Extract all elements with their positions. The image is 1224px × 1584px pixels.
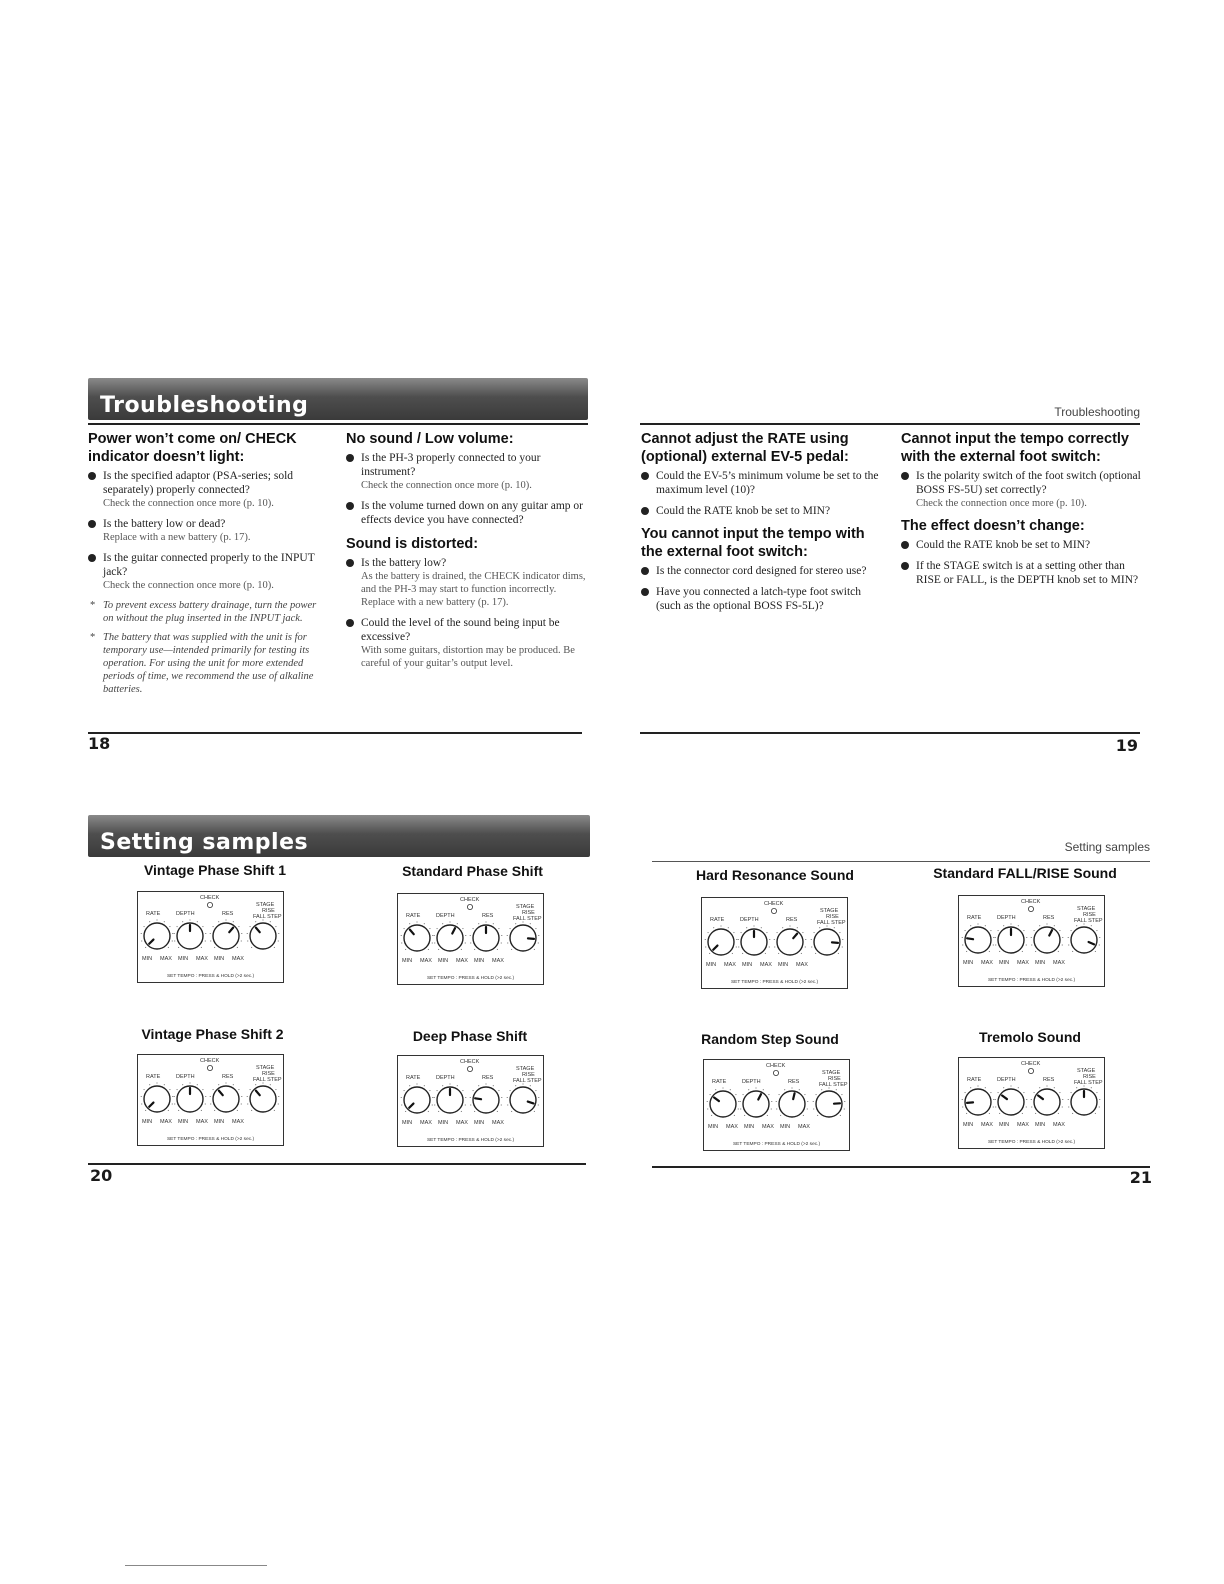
res-label: RES xyxy=(482,913,494,919)
max-label: MAX xyxy=(1053,1122,1065,1128)
setting-samples-running-head: Setting samples xyxy=(1064,840,1150,854)
sample-title: Vintage Phase Shift 2 xyxy=(141,1026,284,1042)
page-number-19: 19 xyxy=(1115,736,1138,755)
question: If the STAGE switch is at a setting other than RISE or FALL, is the DEPTH knob set to MIN? xyxy=(916,560,1139,586)
heading-rate-pedal: Cannot adjust the RATE using (optional) external EV-5 pedal: xyxy=(641,431,849,465)
max-label: MAX xyxy=(492,958,504,964)
heading-tempo-correct: Cannot input the tempo correctly with the external foot switch: xyxy=(901,431,1129,465)
stage-label: STAGE xyxy=(820,908,839,914)
depth-label: DEPTH xyxy=(997,1077,1016,1083)
max-label: MAX xyxy=(726,1124,738,1130)
fall-step-label: FALL STEP xyxy=(253,1077,282,1083)
question: Have you connected a latch-type foot switch (such as the optional BOSS FS-5L)? xyxy=(656,586,862,612)
depth-label: DEPTH xyxy=(436,913,455,919)
list-item xyxy=(346,616,586,670)
col-no-sound xyxy=(346,430,586,677)
list-item xyxy=(346,556,586,609)
pedal-panel-diagram xyxy=(701,897,848,989)
list-item xyxy=(88,469,326,510)
bullet-icon xyxy=(641,567,649,575)
question: Is the battery low? xyxy=(361,557,447,569)
answer: Check the connection once more (p. 10). xyxy=(361,480,532,491)
question: Is the volume turned down on any guitar amp or effects device you have connected? xyxy=(361,500,583,526)
question: Could the level of the sound being input be excessive? xyxy=(361,617,560,643)
res-knob xyxy=(1031,1086,1064,1116)
heading-distorted: Sound is distorted: xyxy=(346,536,479,552)
rate-label: RATE xyxy=(967,1077,982,1083)
page-number-18: 18 xyxy=(88,734,111,753)
page-number-20: 20 xyxy=(90,1166,113,1185)
res-knob xyxy=(210,1083,243,1113)
question: Is the guitar connected properly to the INPUT jack? xyxy=(103,552,315,578)
stage-label: STAGE xyxy=(516,904,535,910)
min-label: MIN xyxy=(963,1122,974,1128)
depth-knob xyxy=(434,1084,467,1114)
check-label: CHECK xyxy=(200,1058,220,1064)
pedal-panel-diagram xyxy=(958,1057,1105,1149)
bullet-icon xyxy=(88,554,96,562)
stage-label: STAGE xyxy=(822,1070,841,1076)
rate-knob xyxy=(401,922,434,952)
answer: As the battery is drained, the CHECK indicator dims, and the PH-3 may start to function incorrectly. Replace with a new battery (p. 17). xyxy=(361,571,586,608)
check-led-icon xyxy=(771,908,776,913)
stage-knob xyxy=(247,920,280,950)
check-label: CHECK xyxy=(766,1063,786,1069)
bullet-icon xyxy=(346,502,354,510)
min-label: MIN xyxy=(142,1119,153,1125)
rate-knob xyxy=(141,1083,174,1113)
max-label: MAX xyxy=(762,1124,774,1130)
footer-rule xyxy=(125,1565,267,1566)
check-led-icon xyxy=(467,1066,472,1071)
note-text: To prevent excess battery drainage, turn the power on without the plug inserted in the INPUT jack. xyxy=(103,600,317,624)
list-item xyxy=(901,559,1141,587)
answer: Check the connection once more (p. 10). xyxy=(103,498,274,509)
min-label: MIN xyxy=(999,1122,1010,1128)
bullet-icon xyxy=(641,472,649,480)
rise-label: RISE xyxy=(262,908,275,914)
max-label: MAX xyxy=(232,956,244,962)
rise-label: RISE xyxy=(262,1071,275,1077)
rule-top-left xyxy=(88,423,588,425)
rate-knob xyxy=(707,1088,740,1118)
max-label: MAX xyxy=(232,1119,244,1125)
min-label: MIN xyxy=(402,1120,413,1126)
list-item xyxy=(641,469,883,497)
rate-label: RATE xyxy=(146,1074,161,1080)
fall-step-label: FALL STEP xyxy=(817,920,846,926)
set-tempo-label: SET TEMPO : PRESS & HOLD (>2 sec.) xyxy=(732,1142,821,1147)
col-rate-pedal xyxy=(641,430,883,620)
heading-power: Power won’t come on/ CHECK indicator doesn’t light: xyxy=(88,431,297,465)
res-label: RES xyxy=(1043,1077,1055,1083)
min-label: MIN xyxy=(474,958,485,964)
min-label: MIN xyxy=(1035,1122,1046,1128)
rise-label: RISE xyxy=(828,1076,841,1082)
min-label: MIN xyxy=(474,1120,485,1126)
bullet-icon xyxy=(346,559,354,567)
list-item xyxy=(88,551,326,592)
check-label: CHECK xyxy=(200,895,220,901)
question: Could the RATE knob be set to MIN? xyxy=(916,539,1091,551)
note xyxy=(88,599,326,625)
list-item xyxy=(641,504,883,518)
rise-label: RISE xyxy=(826,914,839,920)
min-label: MIN xyxy=(1035,960,1046,966)
depth-label: DEPTH xyxy=(740,917,759,923)
set-tempo-label: SET TEMPO : PRESS & HOLD (>2 sec.) xyxy=(166,974,255,979)
bullet-icon xyxy=(346,454,354,462)
troubleshooting-banner-title: Troubleshooting xyxy=(100,393,309,418)
rate-label: RATE xyxy=(146,911,161,917)
stage-label: STAGE xyxy=(516,1066,535,1072)
res-label: RES xyxy=(222,1074,234,1080)
troubleshooting-running-head: Troubleshooting xyxy=(1054,405,1140,419)
sample-title: Standard Phase Shift xyxy=(402,863,543,879)
res-label: RES xyxy=(786,917,798,923)
max-label: MAX xyxy=(492,1120,504,1126)
rise-label: RISE xyxy=(1083,1074,1096,1080)
set-tempo-label: SET TEMPO : PRESS & HOLD (>2 sec.) xyxy=(987,1140,1076,1145)
heading-tempo-footswitch: You cannot input the tempo with the external foot switch: xyxy=(641,526,865,560)
max-label: MAX xyxy=(796,962,808,968)
knobs-diagram xyxy=(398,1056,543,1146)
min-label: MIN xyxy=(708,1124,719,1130)
depth-label: DEPTH xyxy=(742,1079,761,1085)
sample-title: Standard FALL/RISE Sound xyxy=(933,865,1117,881)
rule-samples-bottom-right xyxy=(652,1166,1150,1168)
knobs-diagram xyxy=(959,896,1104,986)
list-item xyxy=(641,585,883,613)
max-label: MAX xyxy=(1017,1122,1029,1128)
knobs-diagram xyxy=(138,892,283,982)
list-item xyxy=(641,564,883,578)
rule-top-right xyxy=(640,423,1140,425)
stage-knob xyxy=(1068,924,1101,954)
stage-knob xyxy=(507,922,540,952)
stage-knob xyxy=(1068,1086,1101,1116)
list-item xyxy=(88,517,326,544)
max-label: MAX xyxy=(196,1119,208,1125)
bullet-icon xyxy=(901,541,909,549)
max-label: MAX xyxy=(798,1124,810,1130)
set-tempo-label: SET TEMPO : PRESS & HOLD (>2 sec.) xyxy=(730,980,819,985)
depth-label: DEPTH xyxy=(997,915,1016,921)
stage-knob xyxy=(811,926,844,956)
bullet-icon xyxy=(901,562,909,570)
max-label: MAX xyxy=(981,1122,993,1128)
answer: Check the connection once more (p. 10). xyxy=(916,498,1087,509)
asterisk-icon: * xyxy=(90,600,96,611)
question: Is the polarity switch of the foot switch (optional BOSS FS-5U) set correctly? xyxy=(916,470,1141,496)
depth-label: DEPTH xyxy=(176,911,195,917)
set-tempo-label: SET TEMPO : PRESS & HOLD (>2 sec.) xyxy=(166,1137,255,1142)
check-label: CHECK xyxy=(764,901,784,907)
res-label: RES xyxy=(1043,915,1055,921)
res-knob xyxy=(470,1084,503,1114)
check-led-icon xyxy=(773,1070,778,1075)
min-label: MIN xyxy=(999,960,1010,966)
heading-no-sound: No sound / Low volume: xyxy=(346,431,514,447)
check-led-icon xyxy=(1028,906,1033,911)
check-label: CHECK xyxy=(460,897,480,903)
min-label: MIN xyxy=(402,958,413,964)
check-led-icon xyxy=(467,904,472,909)
stage-knob xyxy=(813,1088,846,1118)
res-label: RES xyxy=(482,1075,494,1081)
bullet-icon xyxy=(88,520,96,528)
depth-knob xyxy=(434,922,467,952)
min-label: MIN xyxy=(778,962,789,968)
rise-label: RISE xyxy=(1083,912,1096,918)
min-label: MIN xyxy=(963,960,974,966)
pedal-panel-diagram xyxy=(397,1055,544,1147)
col-power xyxy=(88,430,326,702)
bullet-icon xyxy=(641,588,649,596)
rate-label: RATE xyxy=(712,1079,727,1085)
max-label: MAX xyxy=(981,960,993,966)
fall-step-label: FALL STEP xyxy=(1074,1080,1103,1086)
min-label: MIN xyxy=(178,1119,189,1125)
note xyxy=(88,631,326,696)
min-label: MIN xyxy=(214,1119,225,1125)
min-label: MIN xyxy=(142,956,153,962)
list-item xyxy=(901,538,1141,552)
knobs-diagram xyxy=(702,898,847,988)
rise-label: RISE xyxy=(522,1072,535,1078)
answer: Check the connection once more (p. 10). xyxy=(103,580,274,591)
check-led-icon xyxy=(1028,1068,1033,1073)
set-tempo-label: SET TEMPO : PRESS & HOLD (>2 sec.) xyxy=(987,978,1076,983)
max-label: MAX xyxy=(1053,960,1065,966)
rate-knob xyxy=(141,920,174,950)
question: Is the battery low or dead? xyxy=(103,518,226,530)
knobs-diagram xyxy=(138,1055,283,1145)
sample-title: Tremolo Sound xyxy=(979,1029,1081,1045)
res-knob xyxy=(776,1088,809,1118)
stage-label: STAGE xyxy=(256,1065,275,1071)
question: Is the connector cord designed for stereo use? xyxy=(656,565,867,577)
check-led-icon xyxy=(207,1065,212,1070)
bullet-icon xyxy=(346,619,354,627)
setting-samples-banner xyxy=(88,815,590,857)
res-knob xyxy=(1031,924,1064,954)
depth-label: DEPTH xyxy=(436,1075,455,1081)
max-label: MAX xyxy=(456,1120,468,1126)
rise-label: RISE xyxy=(522,910,535,916)
max-label: MAX xyxy=(160,956,172,962)
rule-samples-top-right xyxy=(652,861,1150,862)
min-label: MIN xyxy=(438,958,449,964)
depth-knob xyxy=(174,1083,207,1113)
answer: With some guitars, distortion may be produced. Be careful of your guitar’s output level. xyxy=(361,645,575,669)
list-item xyxy=(346,499,586,527)
depth-knob xyxy=(740,1088,773,1118)
depth-knob xyxy=(995,924,1028,954)
min-label: MIN xyxy=(744,1124,755,1130)
set-tempo-label: SET TEMPO : PRESS & HOLD (>2 sec.) xyxy=(426,976,515,981)
res-label: RES xyxy=(222,911,234,917)
rule-bottom-left xyxy=(88,732,582,734)
pedal-panel-diagram xyxy=(958,895,1105,987)
depth-knob xyxy=(995,1086,1028,1116)
note-text: The battery that was supplied with the unit is for temporary use—intended primarily for testing its operation. For using the unit for more extended periods of time, we recommend the use of alkaline batteries. xyxy=(103,632,314,695)
min-label: MIN xyxy=(780,1124,791,1130)
rate-knob xyxy=(962,924,995,954)
bullet-icon xyxy=(641,507,649,515)
max-label: MAX xyxy=(420,1120,432,1126)
knobs-diagram xyxy=(959,1058,1104,1148)
pedal-panel-diagram xyxy=(137,891,284,983)
rate-label: RATE xyxy=(710,917,725,923)
page-number-21: 21 xyxy=(1129,1168,1152,1187)
list-item xyxy=(346,451,586,492)
question: Is the specified adaptor (PSA-series; sold separately) properly connected? xyxy=(103,470,294,496)
check-label: CHECK xyxy=(1021,899,1041,905)
pedal-panel-diagram xyxy=(137,1054,284,1146)
min-label: MIN xyxy=(178,956,189,962)
knobs-diagram xyxy=(398,894,543,984)
sample-title: Hard Resonance Sound xyxy=(696,867,854,883)
depth-knob xyxy=(174,920,207,950)
res-knob xyxy=(774,926,807,956)
res-knob xyxy=(210,920,243,950)
rate-knob xyxy=(962,1086,995,1116)
rate-label: RATE xyxy=(406,1075,421,1081)
rule-samples-bottom-left xyxy=(88,1163,586,1165)
list-item xyxy=(901,469,1141,510)
fall-step-label: FALL STEP xyxy=(513,1078,542,1084)
min-label: MIN xyxy=(706,962,717,968)
question: Is the PH-3 properly connected to your instrument? xyxy=(361,452,541,478)
check-label: CHECK xyxy=(1021,1061,1041,1067)
bullet-icon xyxy=(88,472,96,480)
col-tempo-correct xyxy=(901,430,1141,594)
max-label: MAX xyxy=(456,958,468,964)
rule-bottom-right xyxy=(640,732,1140,734)
res-label: RES xyxy=(788,1079,800,1085)
res-knob xyxy=(470,922,503,952)
fall-step-label: FALL STEP xyxy=(253,914,282,920)
check-label: CHECK xyxy=(460,1059,480,1065)
sample-title: Deep Phase Shift xyxy=(412,1028,528,1044)
rate-label: RATE xyxy=(967,915,982,921)
stage-label: STAGE xyxy=(1077,906,1096,912)
pedal-panel-diagram xyxy=(397,893,544,985)
max-label: MAX xyxy=(196,956,208,962)
max-label: MAX xyxy=(760,962,772,968)
heading-effect-unchanged: The effect doesn’t change: xyxy=(901,518,1085,534)
asterisk-icon: * xyxy=(90,632,96,643)
min-label: MIN xyxy=(214,956,225,962)
stage-label: STAGE xyxy=(1077,1068,1096,1074)
check-led-icon xyxy=(207,902,212,907)
knobs-diagram xyxy=(704,1060,849,1150)
fall-step-label: FALL STEP xyxy=(1074,918,1103,924)
set-tempo-label: SET TEMPO : PRESS & HOLD (>2 sec.) xyxy=(426,1138,515,1143)
bullet-icon xyxy=(901,472,909,480)
fall-step-label: FALL STEP xyxy=(819,1082,848,1088)
setting-samples-banner-title: Setting samples xyxy=(100,830,309,855)
max-label: MAX xyxy=(160,1119,172,1125)
stage-label: STAGE xyxy=(256,902,275,908)
depth-label: DEPTH xyxy=(176,1074,195,1080)
min-label: MIN xyxy=(438,1120,449,1126)
max-label: MAX xyxy=(1017,960,1029,966)
sample-title: Vintage Phase Shift 1 xyxy=(143,862,287,878)
question: Could the RATE knob be set to MIN? xyxy=(656,505,831,517)
troubleshooting-banner xyxy=(88,378,588,420)
pedal-panel-diagram xyxy=(703,1059,850,1151)
max-label: MAX xyxy=(724,962,736,968)
max-label: MAX xyxy=(420,958,432,964)
rate-label: RATE xyxy=(406,913,421,919)
min-label: MIN xyxy=(742,962,753,968)
answer: Replace with a new battery (p. 17). xyxy=(103,532,251,543)
rate-knob xyxy=(705,926,738,956)
depth-knob xyxy=(738,926,771,956)
stage-knob xyxy=(247,1083,280,1113)
question: Could the EV-5’s minimum volume be set to the maximum level (10)? xyxy=(656,470,879,496)
sample-title: Random Step Sound xyxy=(701,1031,839,1047)
fall-step-label: FALL STEP xyxy=(513,916,542,922)
rate-knob xyxy=(401,1084,434,1114)
stage-knob xyxy=(507,1084,540,1114)
